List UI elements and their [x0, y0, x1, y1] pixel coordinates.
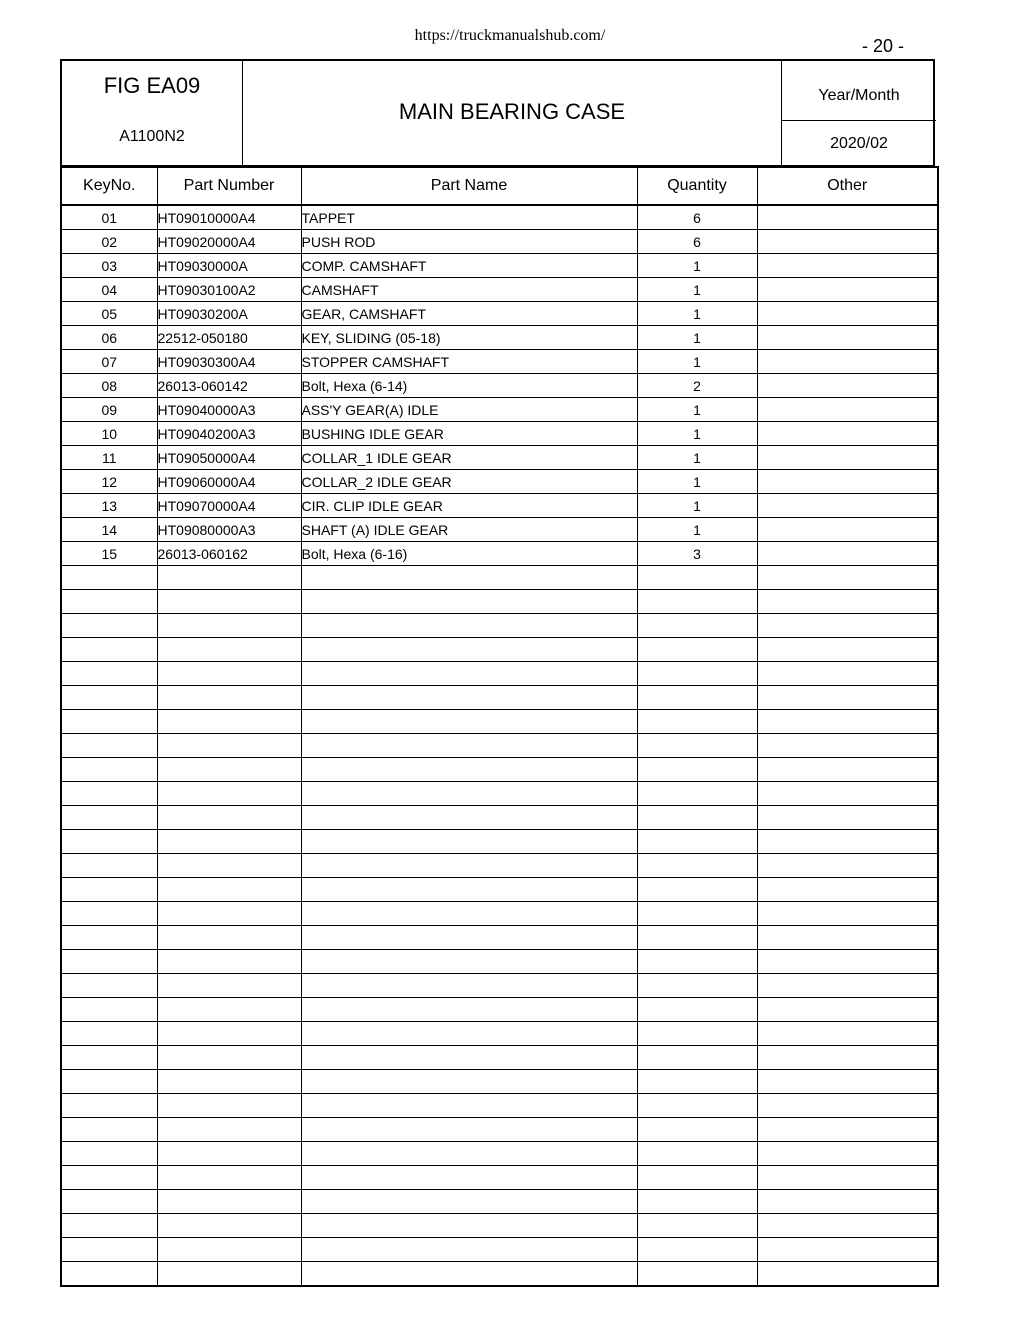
empty-other-cell	[757, 926, 938, 950]
empty-key-number-cell	[61, 950, 157, 974]
empty-other-cell	[757, 710, 938, 734]
empty-table-row	[61, 1214, 938, 1238]
quantity-cell: 1	[637, 350, 757, 374]
empty-table-row	[61, 1262, 938, 1287]
part-name-cell: BUSHING IDLE GEAR	[301, 422, 637, 446]
empty-quantity-cell	[637, 998, 757, 1022]
empty-other-cell	[757, 1046, 938, 1070]
empty-key-number-cell	[61, 1046, 157, 1070]
empty-part-name-cell	[301, 1190, 637, 1214]
empty-part-number-cell	[157, 1118, 301, 1142]
empty-part-number-cell	[157, 806, 301, 830]
empty-part-number-cell	[157, 758, 301, 782]
quantity-cell: 6	[637, 205, 757, 230]
empty-part-number-cell	[157, 1094, 301, 1118]
empty-key-number-cell	[61, 590, 157, 614]
quantity-cell: 1	[637, 302, 757, 326]
column-header-part-name: Part Name	[301, 167, 637, 205]
empty-quantity-cell	[637, 1262, 757, 1287]
empty-part-name-cell	[301, 1262, 637, 1287]
empty-quantity-cell	[637, 758, 757, 782]
key-number-cell: 12	[61, 470, 157, 494]
table-row	[61, 398, 938, 422]
empty-part-number-cell	[157, 926, 301, 950]
table-row	[61, 326, 938, 350]
empty-other-cell	[757, 878, 938, 902]
empty-table-row	[61, 1118, 938, 1142]
empty-quantity-cell	[637, 1142, 757, 1166]
empty-other-cell	[757, 590, 938, 614]
empty-other-cell	[757, 1238, 938, 1262]
empty-part-name-cell	[301, 686, 637, 710]
empty-quantity-cell	[637, 806, 757, 830]
key-number-cell: 10	[61, 422, 157, 446]
table-row	[61, 374, 938, 398]
parts-table-body	[61, 205, 938, 1286]
empty-part-name-cell	[301, 614, 637, 638]
empty-part-name-cell	[301, 926, 637, 950]
quantity-cell: 1	[637, 470, 757, 494]
empty-table-row	[61, 974, 938, 998]
empty-table-row	[61, 1142, 938, 1166]
empty-table-row	[61, 806, 938, 830]
other-cell	[757, 518, 938, 542]
empty-part-number-cell	[157, 902, 301, 926]
empty-table-row	[61, 614, 938, 638]
empty-quantity-cell	[637, 638, 757, 662]
part-number-cell: HT09060000A4	[157, 470, 301, 494]
empty-other-cell	[757, 566, 938, 590]
empty-key-number-cell	[61, 1142, 157, 1166]
empty-part-number-cell	[157, 950, 301, 974]
empty-part-name-cell	[301, 1118, 637, 1142]
empty-part-name-cell	[301, 998, 637, 1022]
empty-other-cell	[757, 782, 938, 806]
empty-quantity-cell	[637, 878, 757, 902]
empty-table-row	[61, 1190, 938, 1214]
empty-quantity-cell	[637, 902, 757, 926]
table-row	[61, 494, 938, 518]
empty-part-name-cell	[301, 1142, 637, 1166]
year-month-value: 2020/02	[830, 135, 888, 152]
empty-other-cell	[757, 1190, 938, 1214]
table-row	[61, 350, 938, 374]
quantity-cell: 1	[637, 326, 757, 350]
empty-quantity-cell	[637, 1094, 757, 1118]
empty-table-row	[61, 1166, 938, 1190]
quantity-cell: 1	[637, 278, 757, 302]
empty-quantity-cell	[637, 950, 757, 974]
empty-quantity-cell	[637, 1046, 757, 1070]
empty-other-cell	[757, 1094, 938, 1118]
key-number-cell: 14	[61, 518, 157, 542]
other-cell	[757, 205, 938, 230]
quantity-cell: 1	[637, 422, 757, 446]
empty-table-row	[61, 782, 938, 806]
other-cell	[757, 326, 938, 350]
empty-part-name-cell	[301, 734, 637, 758]
other-cell	[757, 494, 938, 518]
empty-table-row	[61, 758, 938, 782]
empty-part-number-cell	[157, 566, 301, 590]
part-name-cell: COMP. CAMSHAFT	[301, 254, 637, 278]
empty-quantity-cell	[637, 830, 757, 854]
empty-part-number-cell	[157, 1022, 301, 1046]
empty-key-number-cell	[61, 806, 157, 830]
empty-other-cell	[757, 830, 938, 854]
part-name-cell: GEAR, CAMSHAFT	[301, 302, 637, 326]
empty-table-row	[61, 1046, 938, 1070]
empty-part-name-cell	[301, 854, 637, 878]
table-row	[61, 254, 938, 278]
source-url: https://truckmanualshub.com/	[414, 27, 606, 44]
empty-quantity-cell	[637, 686, 757, 710]
column-header-quantity: Quantity	[637, 167, 757, 205]
empty-quantity-cell	[637, 710, 757, 734]
empty-part-name-cell	[301, 638, 637, 662]
empty-other-cell	[757, 806, 938, 830]
empty-key-number-cell	[61, 1214, 157, 1238]
key-number-cell: 04	[61, 278, 157, 302]
empty-table-row	[61, 1070, 938, 1094]
other-cell	[757, 422, 938, 446]
quantity-cell: 1	[637, 398, 757, 422]
empty-table-row	[61, 590, 938, 614]
empty-part-number-cell	[157, 830, 301, 854]
empty-key-number-cell	[61, 1022, 157, 1046]
empty-table-row	[61, 950, 938, 974]
empty-part-name-cell	[301, 1094, 637, 1118]
empty-key-number-cell	[61, 878, 157, 902]
key-number-cell: 02	[61, 230, 157, 254]
empty-key-number-cell	[61, 1118, 157, 1142]
table-row	[61, 230, 938, 254]
part-number-cell: HT09030200A	[157, 302, 301, 326]
empty-part-name-cell	[301, 782, 637, 806]
empty-key-number-cell	[61, 710, 157, 734]
part-number-cell: HT09030100A2	[157, 278, 301, 302]
empty-other-cell	[757, 638, 938, 662]
table-row	[61, 446, 938, 470]
empty-other-cell	[757, 998, 938, 1022]
empty-part-number-cell	[157, 638, 301, 662]
table-row	[61, 422, 938, 446]
other-cell	[757, 542, 938, 566]
empty-part-name-cell	[301, 806, 637, 830]
key-number-cell: 08	[61, 374, 157, 398]
empty-key-number-cell	[61, 1094, 157, 1118]
empty-part-name-cell	[301, 590, 637, 614]
part-name-cell: TAPPET	[301, 205, 637, 230]
empty-part-number-cell	[157, 1190, 301, 1214]
part-number-cell: HT09070000A4	[157, 494, 301, 518]
empty-quantity-cell	[637, 782, 757, 806]
key-number-cell: 06	[61, 326, 157, 350]
key-number-cell: 11	[61, 446, 157, 470]
empty-key-number-cell	[61, 614, 157, 638]
key-number-cell: 05	[61, 302, 157, 326]
empty-part-number-cell	[157, 1166, 301, 1190]
empty-key-number-cell	[61, 1070, 157, 1094]
empty-part-name-cell	[301, 1166, 637, 1190]
key-number-cell: 01	[61, 205, 157, 230]
empty-table-row	[61, 662, 938, 686]
empty-key-number-cell	[61, 782, 157, 806]
empty-quantity-cell	[637, 590, 757, 614]
empty-part-name-cell	[301, 566, 637, 590]
empty-quantity-cell	[637, 1190, 757, 1214]
empty-key-number-cell	[61, 566, 157, 590]
empty-part-number-cell	[157, 710, 301, 734]
part-number-cell: HT09040200A3	[157, 422, 301, 446]
quantity-cell: 1	[637, 446, 757, 470]
empty-other-cell	[757, 1022, 938, 1046]
empty-part-number-cell	[157, 686, 301, 710]
empty-quantity-cell	[637, 662, 757, 686]
table-row	[61, 518, 938, 542]
empty-other-cell	[757, 1214, 938, 1238]
empty-quantity-cell	[637, 566, 757, 590]
quantity-cell: 1	[637, 494, 757, 518]
empty-table-row	[61, 710, 938, 734]
empty-key-number-cell	[61, 974, 157, 998]
empty-quantity-cell	[637, 1022, 757, 1046]
key-number-cell: 09	[61, 398, 157, 422]
empty-part-name-cell	[301, 1238, 637, 1262]
empty-other-cell	[757, 1166, 938, 1190]
empty-quantity-cell	[637, 1118, 757, 1142]
part-name-cell: KEY, SLIDING (05-18)	[301, 326, 637, 350]
quantity-cell: 3	[637, 542, 757, 566]
empty-part-number-cell	[157, 998, 301, 1022]
empty-key-number-cell	[61, 854, 157, 878]
empty-part-name-cell	[301, 1046, 637, 1070]
empty-part-number-cell	[157, 1214, 301, 1238]
empty-part-number-cell	[157, 614, 301, 638]
part-number-cell: 26013-060162	[157, 542, 301, 566]
empty-part-name-cell	[301, 902, 637, 926]
empty-part-number-cell	[157, 662, 301, 686]
empty-key-number-cell	[61, 1166, 157, 1190]
key-number-cell: 15	[61, 542, 157, 566]
other-cell	[757, 278, 938, 302]
part-name-cell: PUSH ROD	[301, 230, 637, 254]
empty-key-number-cell	[61, 1238, 157, 1262]
quantity-cell: 6	[637, 230, 757, 254]
other-cell	[757, 350, 938, 374]
page-number: - 20 -	[862, 36, 905, 56]
empty-quantity-cell	[637, 1166, 757, 1190]
empty-part-name-cell	[301, 710, 637, 734]
empty-key-number-cell	[61, 734, 157, 758]
part-number-cell: HT09020000A4	[157, 230, 301, 254]
part-name-cell: Bolt, Hexa (6-14)	[301, 374, 637, 398]
figure-number: FIG EA09	[103, 73, 201, 98]
empty-other-cell	[757, 758, 938, 782]
document-title: MAIN BEARING CASE	[398, 99, 626, 124]
column-header-keyno: KeyNo.	[61, 167, 157, 205]
empty-key-number-cell	[61, 686, 157, 710]
empty-table-row	[61, 902, 938, 926]
empty-key-number-cell	[61, 758, 157, 782]
empty-other-cell	[757, 1118, 938, 1142]
empty-key-number-cell	[61, 638, 157, 662]
empty-table-row	[61, 686, 938, 710]
empty-other-cell	[757, 950, 938, 974]
empty-part-number-cell	[157, 854, 301, 878]
empty-table-row	[61, 638, 938, 662]
key-number-cell: 03	[61, 254, 157, 278]
other-cell	[757, 230, 938, 254]
empty-other-cell	[757, 1142, 938, 1166]
other-cell	[757, 470, 938, 494]
empty-part-name-cell	[301, 830, 637, 854]
table-row	[61, 278, 938, 302]
empty-part-name-cell	[301, 758, 637, 782]
empty-table-row	[61, 878, 938, 902]
part-name-cell: CIR. CLIP IDLE GEAR	[301, 494, 637, 518]
empty-part-number-cell	[157, 878, 301, 902]
empty-quantity-cell	[637, 734, 757, 758]
key-number-cell: 13	[61, 494, 157, 518]
year-month-label: Year/Month	[782, 61, 936, 121]
empty-part-name-cell	[301, 1214, 637, 1238]
quantity-cell: 1	[637, 518, 757, 542]
part-number-cell: 26013-060142	[157, 374, 301, 398]
empty-part-number-cell	[157, 974, 301, 998]
empty-quantity-cell	[637, 926, 757, 950]
part-name-cell: Bolt, Hexa (6-16)	[301, 542, 637, 566]
empty-other-cell	[757, 974, 938, 998]
part-number-cell: 22512-050180	[157, 326, 301, 350]
empty-part-number-cell	[157, 590, 301, 614]
empty-table-row	[61, 830, 938, 854]
empty-other-cell	[757, 662, 938, 686]
part-name-cell: ASS'Y GEAR(A) IDLE	[301, 398, 637, 422]
column-header-part-number: Part Number	[157, 167, 301, 205]
empty-part-number-cell	[157, 1046, 301, 1070]
quantity-cell: 1	[637, 254, 757, 278]
empty-key-number-cell	[61, 902, 157, 926]
part-name-cell: CAMSHAFT	[301, 278, 637, 302]
part-number-cell: HT09030000A	[157, 254, 301, 278]
table-row	[61, 470, 938, 494]
title-block	[60, 59, 935, 167]
other-cell	[757, 446, 938, 470]
empty-key-number-cell	[61, 830, 157, 854]
empty-table-row	[61, 1094, 938, 1118]
empty-part-number-cell	[157, 1070, 301, 1094]
figure-cell	[62, 61, 243, 165]
other-cell	[757, 374, 938, 398]
empty-quantity-cell	[637, 1214, 757, 1238]
empty-table-row	[61, 734, 938, 758]
empty-part-number-cell	[157, 1262, 301, 1287]
empty-other-cell	[757, 902, 938, 926]
date-cell	[781, 61, 936, 165]
empty-part-number-cell	[157, 1238, 301, 1262]
other-cell	[757, 254, 938, 278]
table-row	[61, 205, 938, 230]
empty-part-name-cell	[301, 1070, 637, 1094]
empty-quantity-cell	[637, 974, 757, 998]
empty-key-number-cell	[61, 926, 157, 950]
column-header-other: Other	[757, 167, 938, 205]
empty-part-name-cell	[301, 974, 637, 998]
parts-table	[60, 166, 939, 1287]
empty-part-number-cell	[157, 782, 301, 806]
empty-other-cell	[757, 1070, 938, 1094]
empty-key-number-cell	[61, 1190, 157, 1214]
table-row	[61, 542, 938, 566]
empty-quantity-cell	[637, 854, 757, 878]
empty-other-cell	[757, 1262, 938, 1287]
empty-quantity-cell	[637, 614, 757, 638]
empty-table-row	[61, 926, 938, 950]
table-row	[61, 302, 938, 326]
empty-other-cell	[757, 854, 938, 878]
part-number-cell: HT09010000A4	[157, 205, 301, 230]
part-name-cell: COLLAR_1 IDLE GEAR	[301, 446, 637, 470]
part-name-cell: COLLAR_2 IDLE GEAR	[301, 470, 637, 494]
empty-table-row	[61, 1238, 938, 1262]
empty-table-row	[61, 854, 938, 878]
empty-key-number-cell	[61, 998, 157, 1022]
table-header-row	[61, 167, 938, 205]
key-number-cell: 07	[61, 350, 157, 374]
empty-part-name-cell	[301, 662, 637, 686]
part-number-cell: HT09080000A3	[157, 518, 301, 542]
other-cell	[757, 398, 938, 422]
part-number-cell: HT09050000A4	[157, 446, 301, 470]
empty-other-cell	[757, 734, 938, 758]
empty-part-name-cell	[301, 950, 637, 974]
empty-part-name-cell	[301, 1022, 637, 1046]
empty-table-row	[61, 998, 938, 1022]
empty-other-cell	[757, 614, 938, 638]
part-number-cell: HT09030300A4	[157, 350, 301, 374]
quantity-cell: 2	[637, 374, 757, 398]
empty-quantity-cell	[637, 1070, 757, 1094]
empty-other-cell	[757, 686, 938, 710]
part-number-cell: HT09040000A3	[157, 398, 301, 422]
empty-part-name-cell	[301, 878, 637, 902]
empty-part-number-cell	[157, 734, 301, 758]
empty-part-number-cell	[157, 1142, 301, 1166]
empty-table-row	[61, 1022, 938, 1046]
model-number: A1100N2	[119, 128, 185, 145]
empty-key-number-cell	[61, 662, 157, 686]
part-name-cell: SHAFT (A) IDLE GEAR	[301, 518, 637, 542]
other-cell	[757, 302, 938, 326]
empty-key-number-cell	[61, 1262, 157, 1287]
empty-table-row	[61, 566, 938, 590]
empty-quantity-cell	[637, 1238, 757, 1262]
part-name-cell: STOPPER CAMSHAFT	[301, 350, 637, 374]
